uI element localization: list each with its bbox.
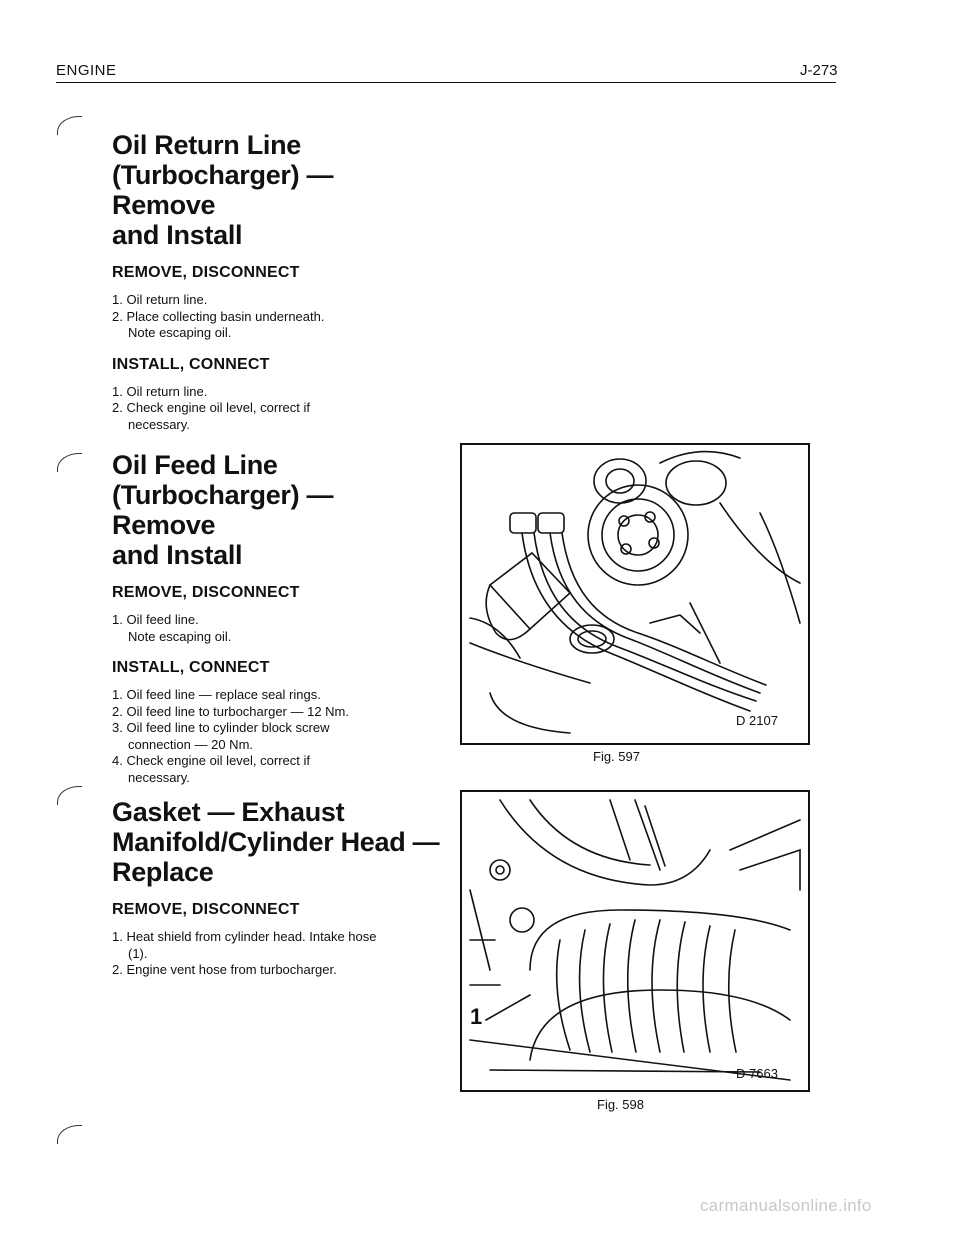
step-item: 2. Engine vent hose from turbocharger.	[112, 962, 337, 977]
margin-mark	[57, 1125, 82, 1144]
step-item: 1. Heat shield from cylinder head. Intake hose (1).	[112, 929, 377, 961]
section-title	[112, 797, 442, 887]
figure-code: D 7663	[736, 1066, 778, 1081]
block-heading: REMOVE, DISCONNECT	[112, 901, 300, 918]
block-heading: REMOVE, DISCONNECT	[112, 264, 300, 281]
section-title	[112, 450, 442, 570]
step-item: 3. Oil feed line to cylinder block screw connection — 20 Nm.	[112, 720, 330, 752]
margin-mark	[57, 786, 82, 805]
step-list	[112, 612, 442, 645]
figure-caption: Fig. 597	[593, 749, 640, 764]
section-title-line: and Install	[112, 220, 243, 250]
step-item: 2. Oil feed line to turbocharger — 12 Nm.	[112, 703, 350, 719]
block-heading: INSTALL, CONNECT	[112, 659, 270, 676]
section-title-line: Gasket — Exhaust	[112, 797, 345, 827]
block-heading: INSTALL, CONNECT	[112, 355, 270, 373]
intake-hose-drawing	[460, 790, 810, 1092]
step-note: Note escaping oil.	[128, 628, 232, 644]
step-list	[112, 929, 392, 979]
step-list	[112, 292, 442, 342]
block-heading: REMOVE, DISCONNECT	[112, 584, 300, 601]
section-title-line: and Install	[112, 540, 243, 570]
oil-feed-line-drawing	[460, 443, 810, 745]
margin-mark	[57, 116, 82, 135]
section-title-line: Manifold/Cylinder Head —	[112, 827, 440, 857]
section-title-line: Oil Feed Line	[112, 450, 278, 480]
figure-597-illustration	[460, 443, 810, 745]
section-title-line: Oil Return Line	[112, 130, 302, 160]
step-item: 4. Check engine oil level, correct if necessary.	[112, 753, 310, 785]
section-gasket-exhaust-manifold	[112, 797, 442, 979]
callout-number: 1	[470, 1004, 483, 1029]
page-number: J-273	[800, 62, 838, 79]
section-title-line: (Turbocharger) — Remove	[112, 480, 334, 540]
watermark: carmanualsonline.info	[700, 1196, 872, 1215]
step-item: 2. Check engine oil level, correct if necessary.	[112, 400, 310, 432]
section-oil-return-line	[112, 130, 442, 433]
section-title-line: Replace	[112, 857, 214, 887]
header-rule	[56, 82, 836, 83]
figure-caption: Fig. 598	[597, 1097, 644, 1112]
step-note: Note escaping oil.	[128, 325, 232, 340]
running-header-section: ENGINE	[56, 62, 117, 79]
step-item: 1. Oil return line.	[112, 292, 208, 307]
step-item: 1. Oil feed line — replace seal rings.	[112, 687, 321, 702]
section-title-line: (Turbocharger) — Remove	[112, 160, 334, 220]
step-item: 1. Oil return line.	[112, 383, 208, 399]
section-title	[112, 130, 442, 250]
step-list	[112, 384, 352, 434]
step-item: 1. Oil feed line. Note escaping oil.	[112, 612, 442, 645]
margin-mark	[57, 453, 82, 472]
figure-code: D 2107	[736, 713, 778, 728]
figure-598-illustration	[460, 790, 810, 1092]
section-oil-feed-line	[112, 450, 442, 786]
step-list	[112, 687, 362, 786]
step-item: 2. Place collecting basin underneath. Note escaping oil.	[112, 309, 442, 342]
